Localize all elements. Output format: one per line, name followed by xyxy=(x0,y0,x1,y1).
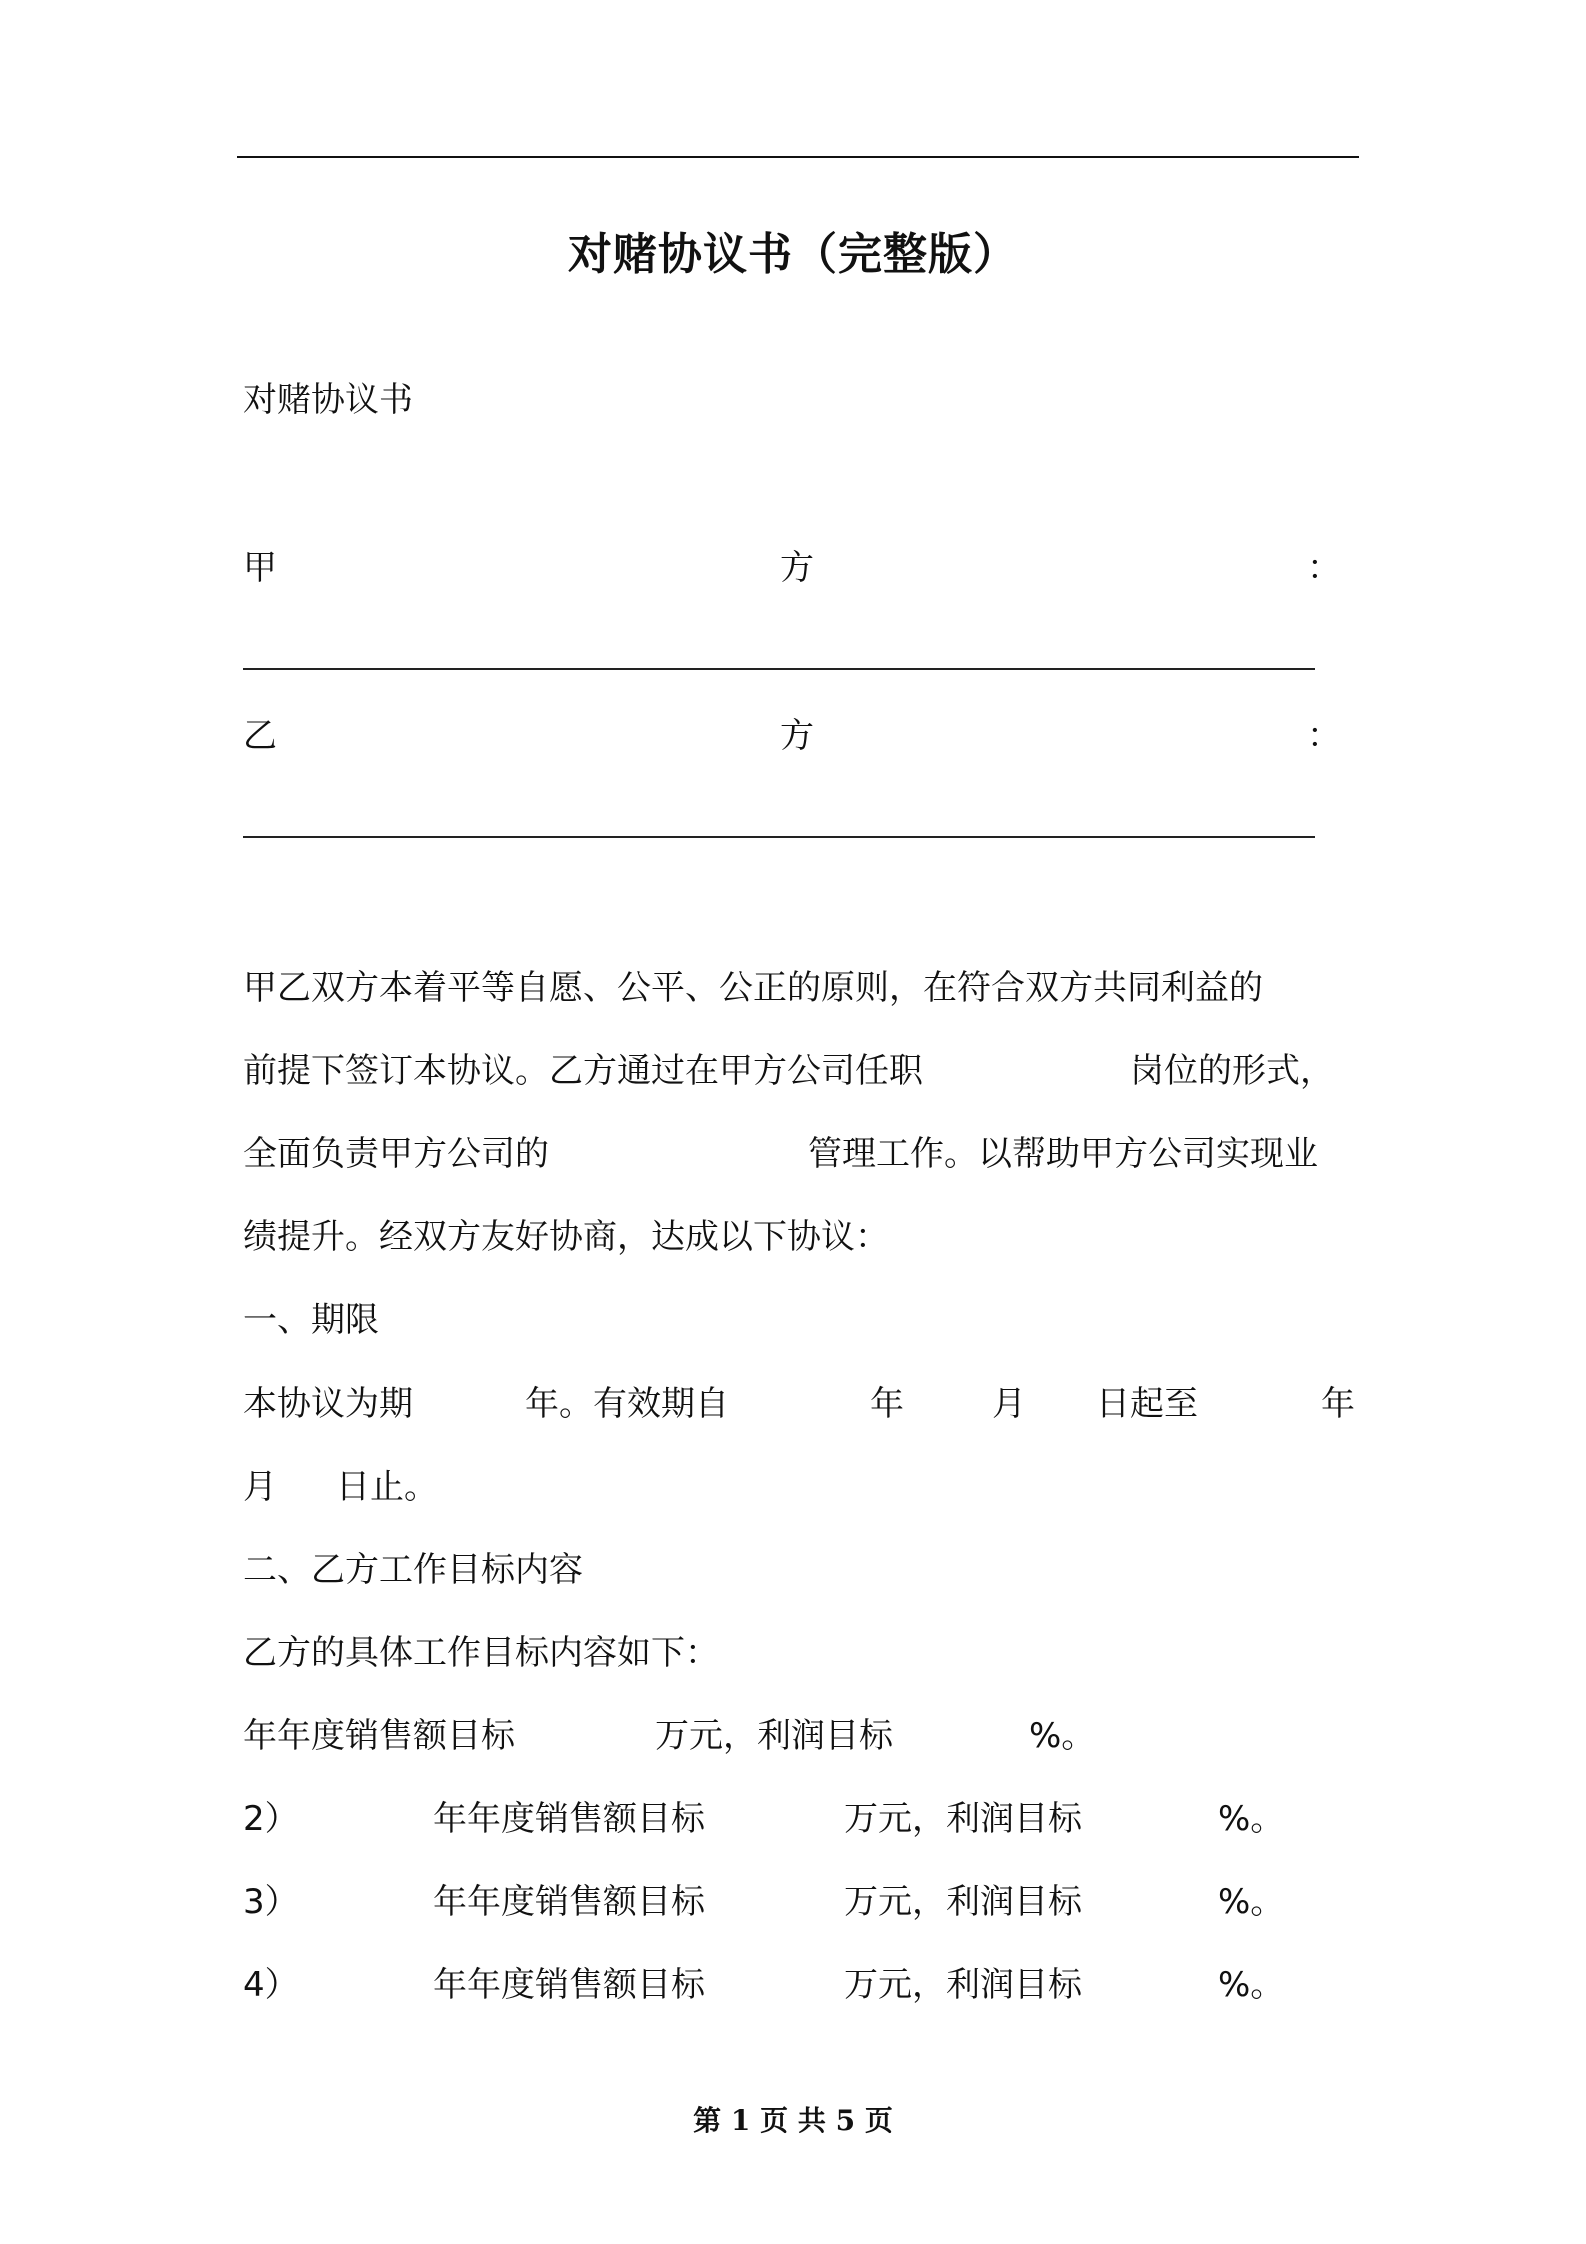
intro-text-3b: 管理工作。以帮助甲方公司实现业 xyxy=(808,1134,1318,1174)
goal-2-c: %。 xyxy=(1218,1799,1285,1839)
intro-text-2a: 前提下签订本协议。乙方通过在甲方公司任职 xyxy=(243,1051,923,1091)
party-a-char1: 甲 xyxy=(243,548,277,588)
document-title: 对赌协议书（完整版） xyxy=(568,229,1018,280)
goal-2-num: 2） xyxy=(243,1799,299,1839)
term-text-e: 日起至 xyxy=(1096,1384,1198,1424)
goal-1-a: 年年度销售额目标 xyxy=(243,1716,515,1756)
goal-4-c: %。 xyxy=(1218,1965,1285,2005)
intro-text-2b: 岗位的形式， xyxy=(1130,1051,1334,1091)
goal-2-b: 万元，利润目标 xyxy=(844,1799,1082,1839)
goal-3-num: 3） xyxy=(243,1882,299,1922)
goal-3-b: 万元，利润目标 xyxy=(844,1882,1082,1922)
term-text-c: 年 xyxy=(870,1384,904,1424)
goal-2-a: 年年度销售额目标 xyxy=(433,1799,705,1839)
goal-4-a: 年年度销售额目标 xyxy=(433,1965,705,2005)
term-text-f: 年 xyxy=(1321,1384,1355,1424)
section-1-heading-text: 一、期限 xyxy=(243,1300,379,1340)
party-b-blank xyxy=(243,836,1315,838)
goal-3-c: %。 xyxy=(1218,1882,1285,1922)
term-text-h: 日止。 xyxy=(336,1467,438,1507)
goals-intro-text: 乙方的具体工作目标内容如下： xyxy=(243,1633,719,1673)
document-subtitle: 对赌协议书 xyxy=(243,380,413,420)
party-b-char2: 方 xyxy=(780,716,814,756)
intro-text-4: 绩提升。经双方友好协商，达成以下协议： xyxy=(243,1217,889,1257)
party-a-line xyxy=(243,540,1341,590)
intro-text-3a: 全面负责甲方公司的 xyxy=(243,1134,549,1174)
term-text-b: 年。有效期自 xyxy=(525,1384,729,1424)
term-text-d: 月 xyxy=(992,1384,1026,1424)
term-text-g: 月 xyxy=(243,1467,277,1507)
goal-1-b: 万元，利润目标 xyxy=(655,1716,893,1756)
term-text-a: 本协议为期 xyxy=(243,1384,413,1424)
party-a-colon: ： xyxy=(1307,548,1341,588)
goal-3-a: 年年度销售额目标 xyxy=(433,1882,705,1922)
party-a-blank xyxy=(243,668,1315,670)
goal-4-b: 万元，利润目标 xyxy=(844,1965,1082,2005)
party-b-char1: 乙 xyxy=(243,716,277,756)
page-footer: 第 1 页 共 5 页 xyxy=(693,2104,893,2137)
party-a-char2: 方 xyxy=(780,548,814,588)
goal-4-num: 4） xyxy=(243,1965,299,2005)
party-b-line xyxy=(243,708,1341,758)
header-rule xyxy=(237,156,1359,158)
party-b-colon: ： xyxy=(1307,716,1341,756)
goal-1-c: %。 xyxy=(1029,1716,1096,1756)
section-2-heading-text: 二、乙方工作目标内容 xyxy=(243,1550,583,1590)
intro-text-1: 甲乙双方本着平等自愿、公平、公正的原则，在符合双方共同利益的 xyxy=(243,968,1263,1008)
